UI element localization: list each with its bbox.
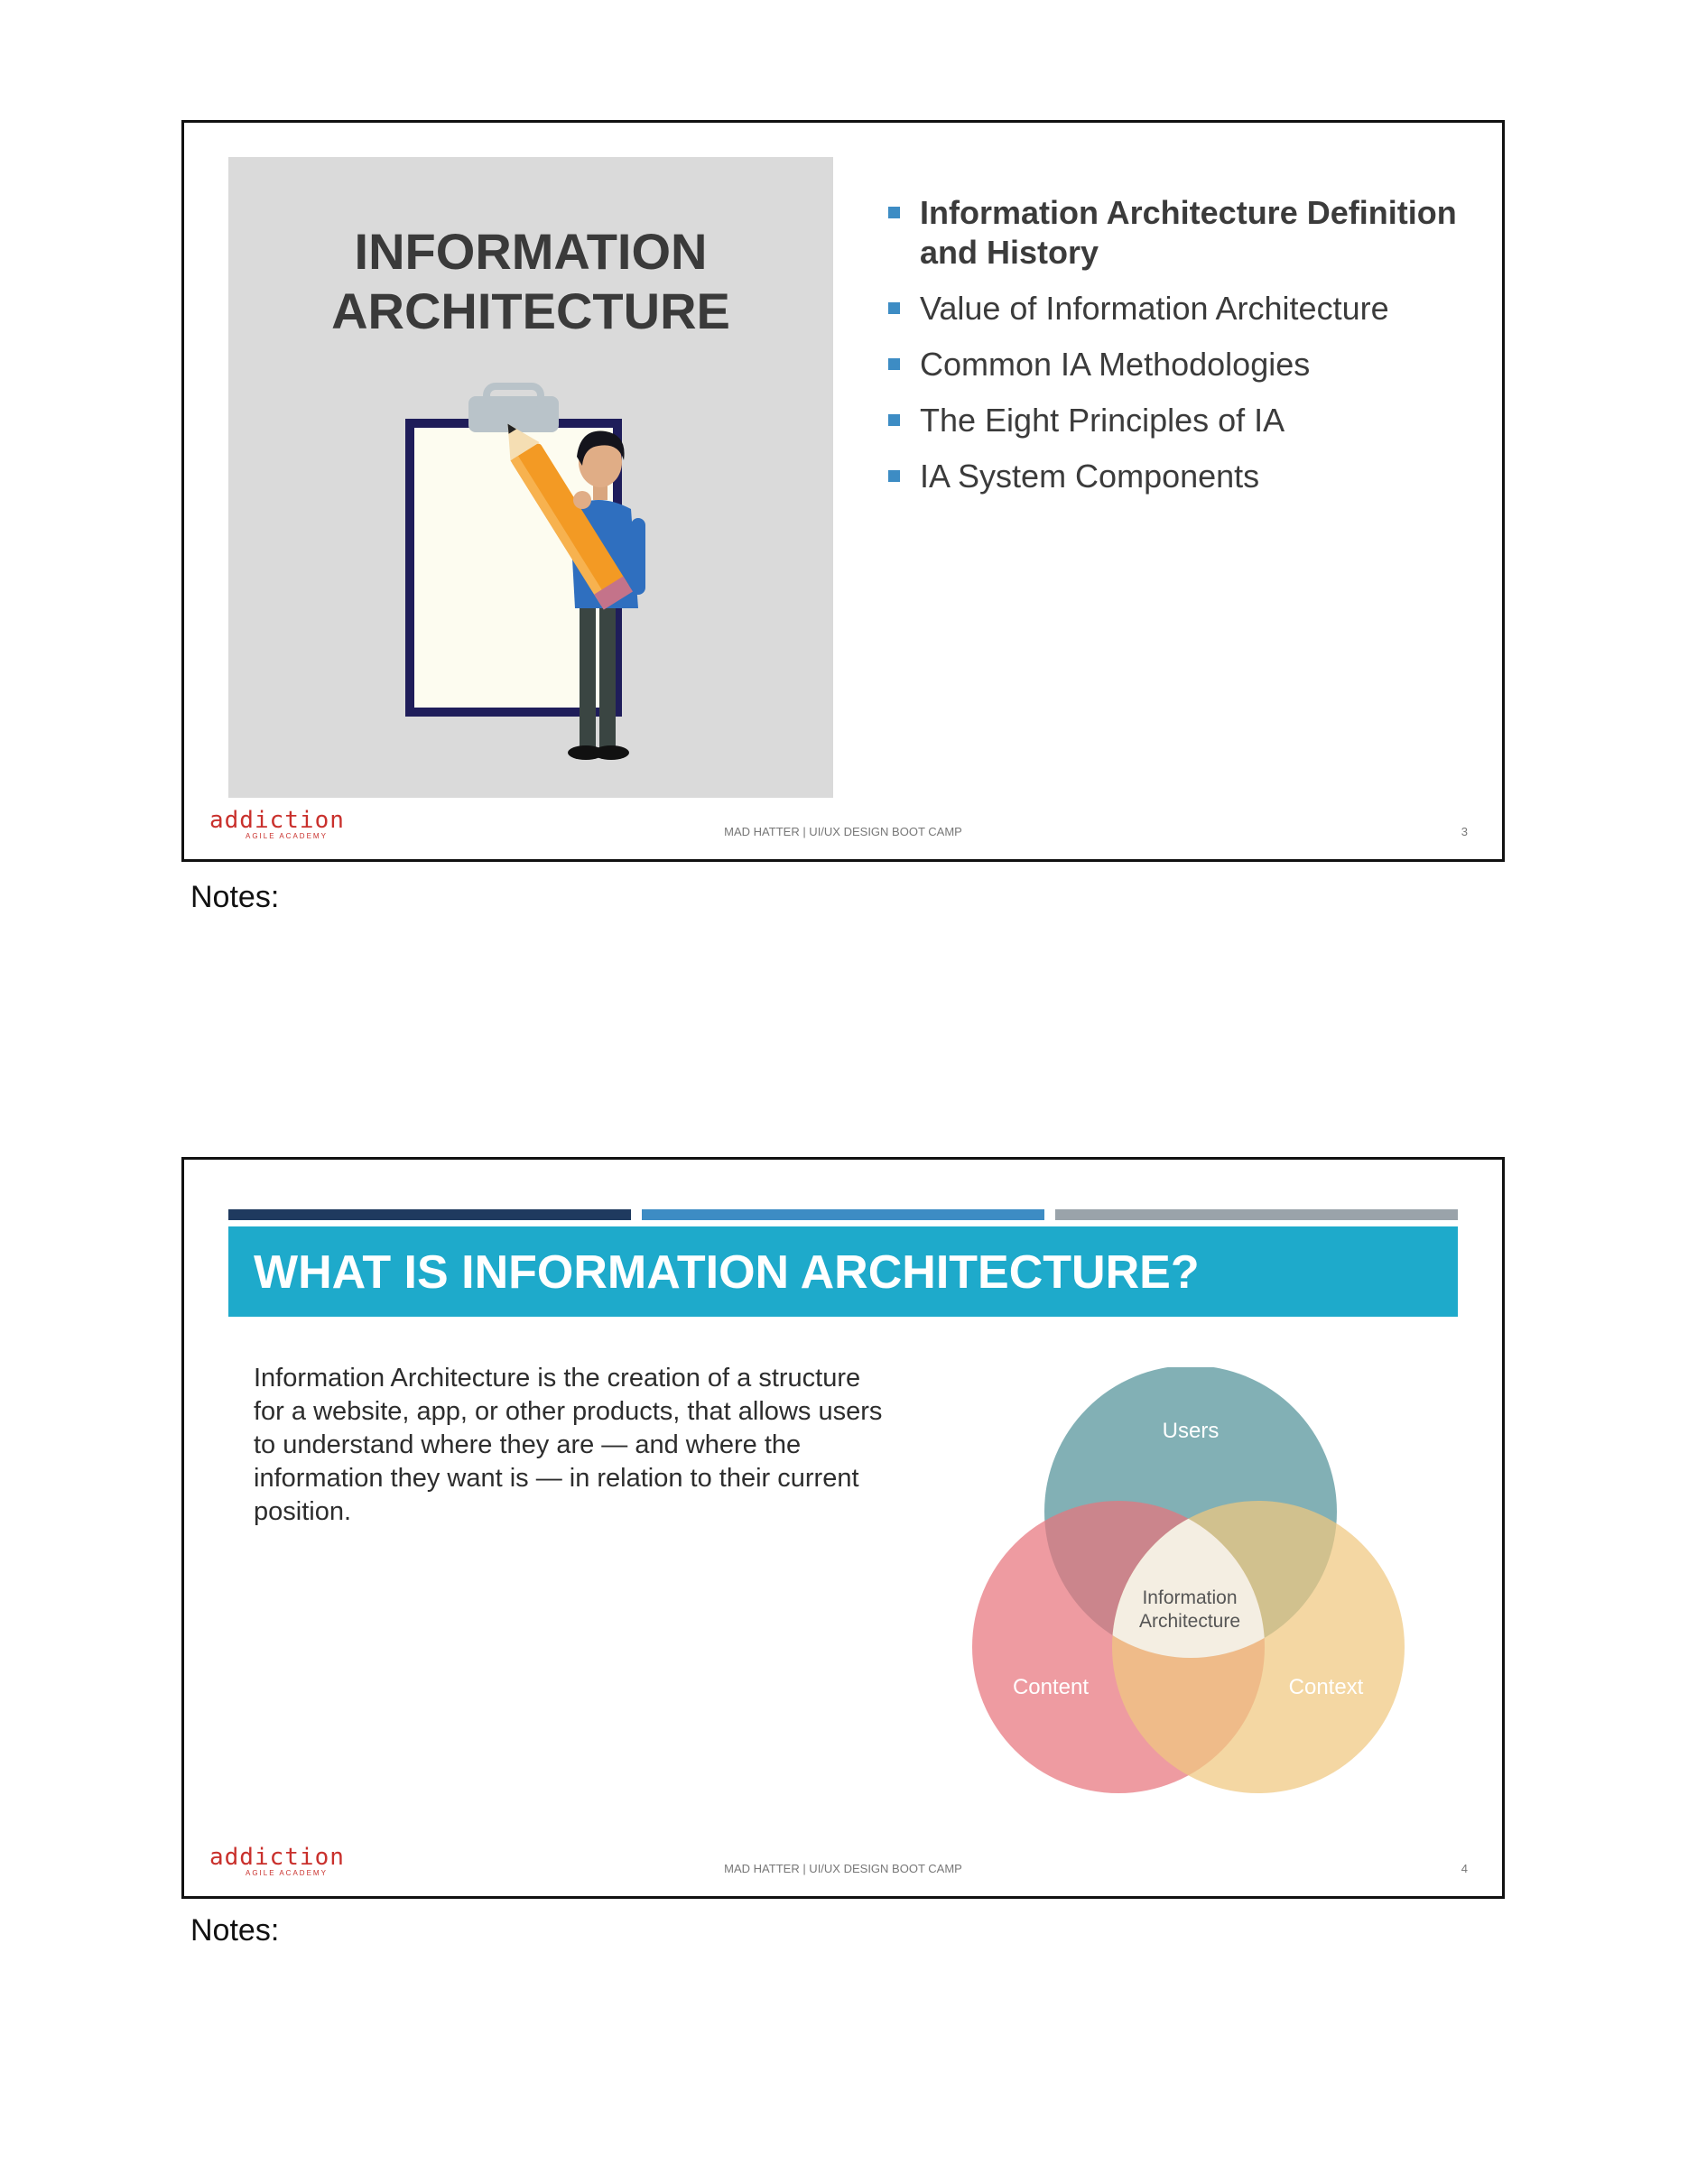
page-number: 4 bbox=[1461, 1862, 1468, 1875]
venn-label-content: Content bbox=[1012, 1675, 1090, 1699]
agenda-list bbox=[888, 193, 1484, 513]
accent-bar-dark bbox=[228, 1209, 631, 1220]
agenda-item: Common IA Methodologies bbox=[888, 345, 1484, 384]
venn-label-context: Context bbox=[1288, 1675, 1364, 1699]
notes-label: Notes: bbox=[190, 1913, 280, 1948]
definition-text: Information Architecture is the creation of a structure for a website, app, or other products, that allows users to understand where they are — and where the information they want is — in relation to their current position. bbox=[254, 1364, 883, 1526]
agenda-item: Value of Information Architecture bbox=[888, 289, 1484, 329]
bullet-square-icon bbox=[888, 207, 900, 218]
accent-bar-blue bbox=[642, 1209, 1044, 1220]
agenda-item: The Eight Principles of IA bbox=[888, 401, 1484, 440]
slide-footer: MAD HATTER | UI/UX DESIGN BOOT CAMP bbox=[724, 1862, 962, 1875]
slide-title: WHAT IS INFORMATION ARCHITECTURE? bbox=[254, 1246, 1200, 1299]
slide-title: INFORMATION ARCHITECTURE bbox=[331, 223, 730, 339]
logo-subtitle: AGILE ACADEMY bbox=[246, 832, 328, 840]
logo-subtitle: AGILE ACADEMY bbox=[246, 1869, 328, 1877]
bullet-square-icon bbox=[888, 414, 900, 426]
page-number: 3 bbox=[1461, 825, 1468, 838]
logo-wordmark: addiction bbox=[209, 807, 345, 834]
agenda-item: Information Architecture Definition and History bbox=[888, 193, 1484, 273]
slide-footer: MAD HATTER | UI/UX DESIGN BOOT CAMP bbox=[724, 825, 962, 838]
venn-diagram bbox=[969, 1367, 1421, 1800]
accent-bar-grey bbox=[1055, 1209, 1458, 1220]
slide-4 bbox=[181, 1157, 1505, 1899]
bullet-square-icon bbox=[888, 470, 900, 482]
notes-label: Notes: bbox=[190, 880, 280, 914]
agenda-item: IA System Components bbox=[888, 457, 1484, 496]
venn-center-label-line2: Architecture bbox=[1138, 1611, 1241, 1632]
person-with-pencil-illustration bbox=[405, 383, 676, 780]
bullet-square-icon bbox=[888, 358, 900, 370]
slide-3 bbox=[181, 120, 1505, 862]
title-band bbox=[228, 1226, 1458, 1317]
venn-label-users: Users bbox=[1162, 1419, 1220, 1443]
logo-wordmark: addiction bbox=[209, 1844, 345, 1871]
venn-center-label-line1: Information bbox=[1142, 1587, 1238, 1608]
title-panel bbox=[228, 157, 833, 798]
bullet-square-icon bbox=[888, 302, 900, 314]
